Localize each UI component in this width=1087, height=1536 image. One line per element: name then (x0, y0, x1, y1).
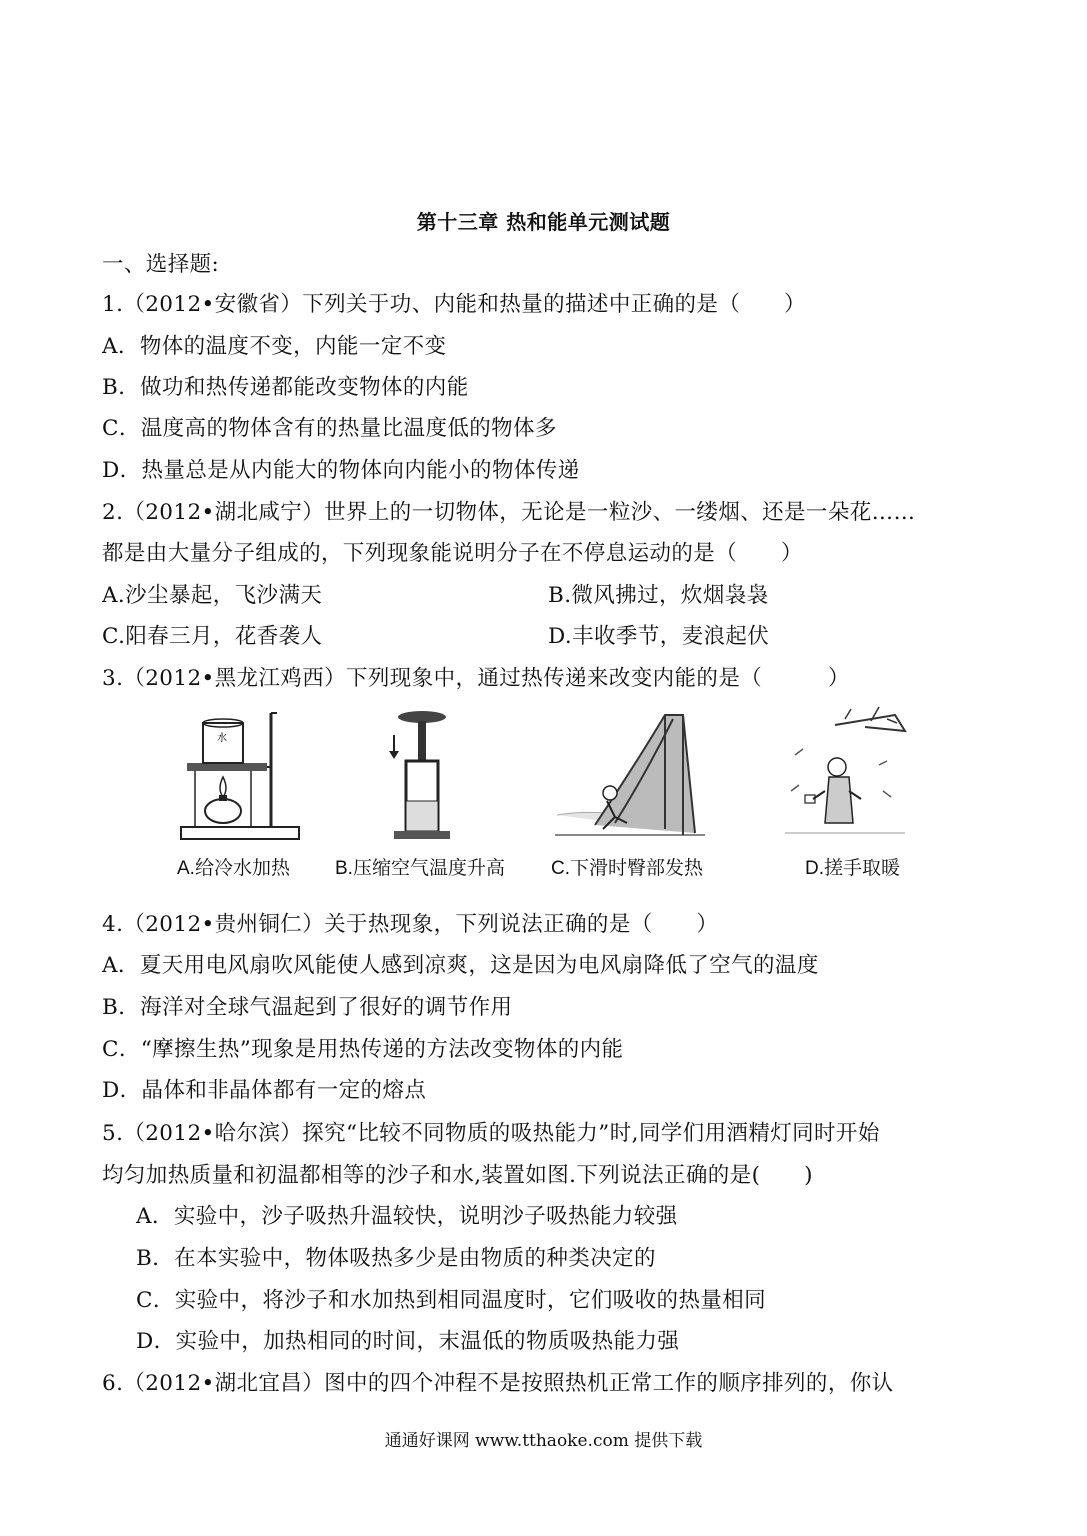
question-1-stem: 1.（2012•安徽省）下列关于功、内能和热量的描述中正确的是（ ） (102, 292, 806, 317)
page-footer: 通通好课网 www.tthaoke.com 提供下载 (384, 1431, 703, 1451)
question-2-option-b: B.微风拂过，炊烟袅袅 (548, 583, 769, 608)
question-2-option-a: A.沙尘暴起，飞沙满天 (102, 583, 323, 608)
question-1-option-b: B．做功和热传递都能改变物体的内能 (102, 375, 469, 400)
question-5-option-a: A．实验中，沙子吸热升温较快，说明沙子吸热能力较强 (136, 1204, 678, 1229)
figure-heating-water (173, 705, 303, 879)
question-6-stem-line-1: 6.（2012•湖北宜昌）图中的四个冲程不是按照热机正常工作的顺序排列的，你认 (102, 1371, 894, 1396)
caption-d: D.搓手取暖 (805, 858, 901, 879)
figure-rubbing-hands (775, 705, 915, 879)
question-2-option-c: C.阳春三月，花香袭人 (102, 624, 323, 649)
question-3-figures (165, 705, 935, 885)
figure-compressing-air (335, 705, 505, 879)
question-3-stem: 3.（2012•黑龙江鸡西）下列现象中，通过热传递来改变内能的是（ ） (102, 666, 850, 691)
question-4-option-a: A．夏天用电风扇吹风能使人感到凉爽，这是因为电风扇降低了空气的温度 (102, 953, 819, 978)
caption-c: C.下滑时臀部发热 (551, 858, 704, 879)
question-1-option-a: A．物体的温度不变，内能一定不变 (102, 334, 447, 359)
page-title: 第十三章 热和能单元测试题 (416, 210, 671, 234)
caption-b: B.压缩空气温度升高 (335, 858, 505, 879)
section-heading: 一、选择题: (102, 252, 220, 277)
slide-illustration (555, 705, 705, 845)
figure-slide (551, 705, 705, 879)
rubbing-hands-illustration (775, 705, 915, 845)
caption-a: A.给冷水加热 (177, 858, 290, 879)
question-2-stem-line-2: 都是由大量分子组成的，下列现象能说明分子在不停息运动的是（ ） (102, 541, 803, 566)
question-1-option-d: D．热量总是从内能大的物体向内能小的物体传递 (102, 458, 580, 483)
question-5-option-d: D．实验中，加热相同的时间，末温低的物质吸热能力强 (136, 1329, 680, 1354)
question-4-option-d: D．晶体和非晶体都有一定的熔点 (102, 1078, 427, 1103)
compressing-air-illustration (380, 705, 460, 845)
question-1-option-c: C．温度高的物体含有的热量比温度低的物体多 (102, 416, 557, 441)
beaker-label: 水 (217, 733, 227, 744)
question-5-option-c: C．实验中，将沙子和水加热到相同温度时，它们吸收的热量相同 (136, 1288, 767, 1313)
question-2-option-d: D.丰收季节，麦浪起伏 (548, 624, 770, 649)
question-2-stem-line-1: 2.（2012•湖北咸宁）世界上的一切物体，无论是一粒沙、一缕烟、还是一朵花…… (102, 500, 916, 525)
question-4-option-b: B．海洋对全球气温起到了很好的调节作用 (102, 995, 513, 1020)
question-5-stem-line-1: 5.（2012•哈尔滨）探究“比较不同物质的吸热能力”时,同学们用酒精灯同时开始 (102, 1121, 880, 1146)
question-5-option-b: B．在本实验中，物体吸热多少是由物质的种类决定的 (136, 1246, 656, 1271)
question-4-stem: 4.（2012•贵州铜仁）关于热现象，下列说法正确的是（ ） (102, 912, 719, 937)
question-5-stem-line-2: 均匀加热质量和初温都相等的沙子和水,装置如图.下列说法正确的是( ) (102, 1163, 813, 1188)
heating-water-illustration (173, 705, 303, 845)
question-4-option-c: C．“摩擦生热”现象是用热传递的方法改变物体的内能 (102, 1037, 624, 1062)
